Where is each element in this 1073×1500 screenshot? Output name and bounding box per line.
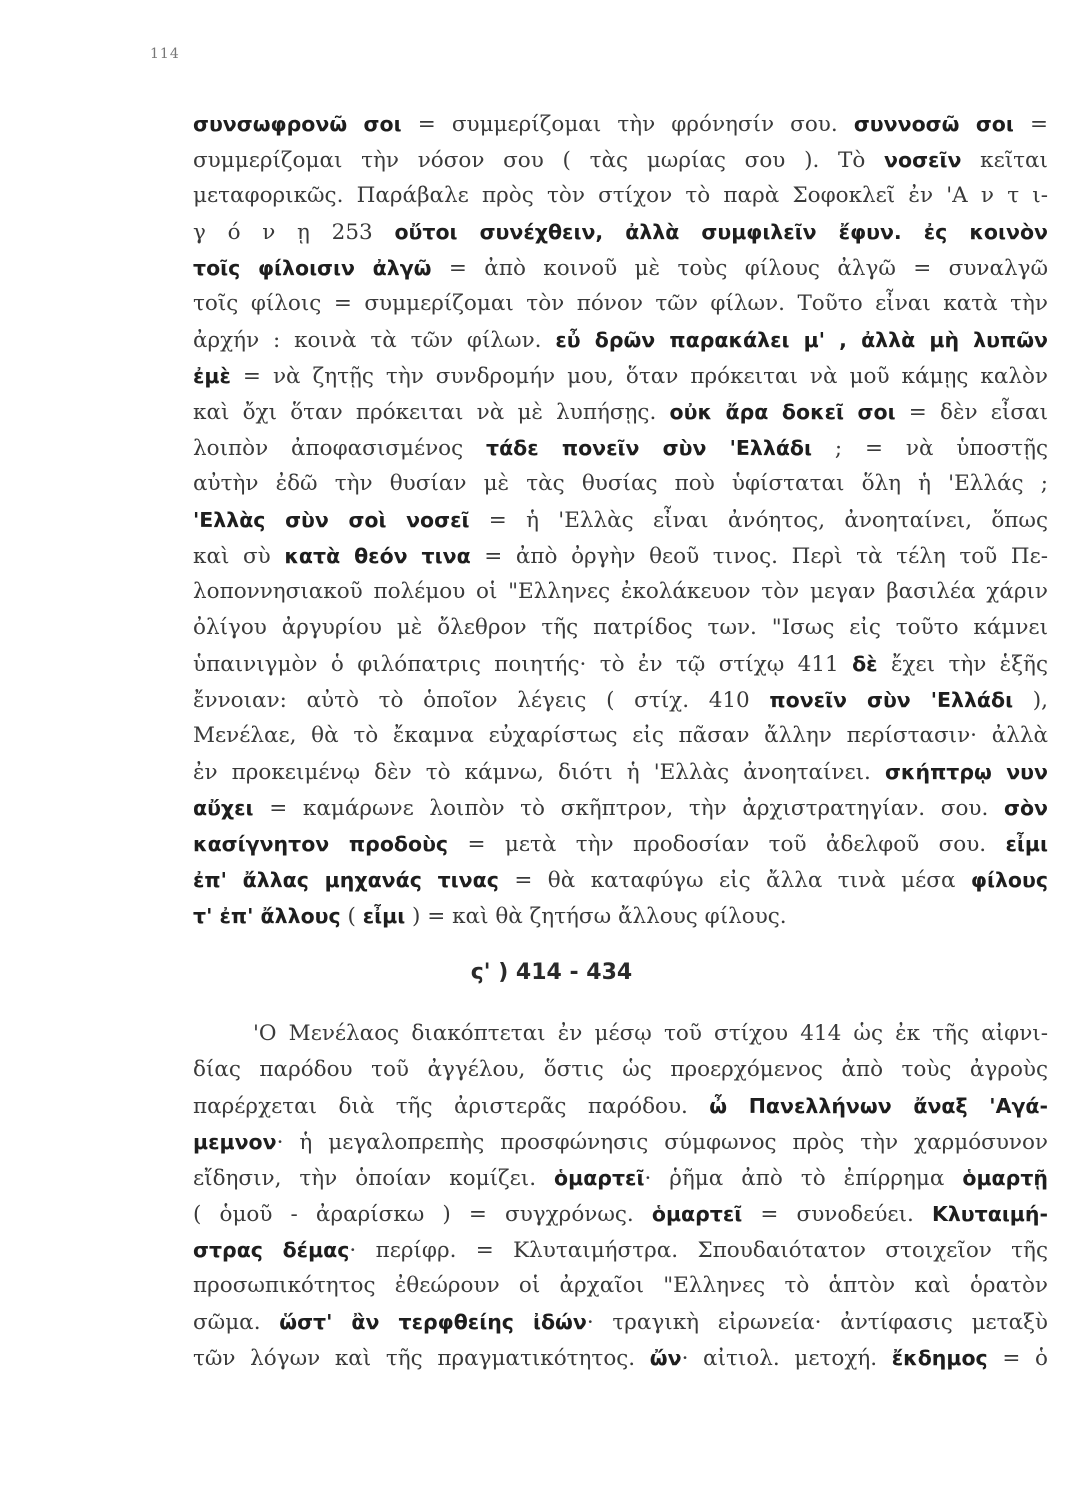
commentary-text: ἔχει τὴν ἑξῆς: [877, 652, 1048, 677]
commentary-text: = ὁ: [987, 1346, 1048, 1371]
lemma-term: ὁμαρτεῖ: [651, 1202, 743, 1226]
commentary-text: ),: [1013, 688, 1048, 713]
text-line: [193, 1196, 1048, 1232]
commentary-text: κεῖται: [961, 148, 1048, 173]
lemma-term: ἐπ' ἄλλας μηχανάς τινας: [193, 868, 499, 892]
lemma-term: σκήπτρῳ νυν: [884, 760, 1048, 784]
commentary-text: = νὰ ζητῇς τὴν συνδρομήν μου, ὅταν πρόκειται νὰ μοῦ κάμῃς καλὸν: [230, 364, 1048, 389]
lemma-term: μεμνον: [193, 1130, 277, 1154]
page-number: 114: [150, 46, 180, 62]
commentary-text: (: [340, 904, 363, 929]
commentary-text: = καμάρωνε λοιπὸν τὸ σκῆπτρον, τὴν ἀρχιστρατηγίαν. σου.: [253, 796, 1004, 821]
text-line: [193, 754, 1048, 790]
commentary-text: ἀρχήν : κοινὰ τὰ τῶν φίλων.: [193, 328, 556, 353]
commentary-text: · περίφρ. = Κλυταιμήστρα. Σπουδαιότατον στοιχεῖον τῆς: [349, 1238, 1048, 1263]
commentary-text: παρέρχεται διὰ τῆς ἀριστερᾶς παρόδου.: [193, 1094, 710, 1119]
lemma-term: τ' ἐπ' ἄλλους: [193, 904, 341, 928]
text-line: [193, 898, 1048, 934]
text-line: [193, 1160, 1048, 1196]
text-line: [193, 466, 1048, 502]
lemma-term: Κλυταιμή-: [931, 1202, 1048, 1226]
lemma-term: ἐμὲ: [193, 364, 231, 388]
commentary-text: · τραγικὴ εἰρωνεία· ἀντίφασις μεταξὺ: [586, 1310, 1049, 1335]
commentary-text: ( ὁμοῦ - ἀραρίσκω ) = συγχρόνως.: [193, 1202, 652, 1227]
lemma-term: φίλους: [970, 868, 1048, 892]
commentary-text: ὀλίγου ἀργυρίου μὲ ὄλεθρον τῆς πατρίδος των. "Ισως εἰς τοῦτο κάμνει: [193, 615, 1048, 640]
lemma-term: εἶμι: [362, 904, 406, 928]
lemma-term: συνσωφρονῶ σοι: [193, 112, 402, 136]
commentary-text: · ῥῆμα ἀπὸ τὸ ἐπίρρημα: [644, 1166, 963, 1191]
text-line: [193, 1340, 1048, 1376]
commentary-text: γ ό ν ῃ 253: [193, 220, 395, 245]
section-heading: ς' ) 414 - 434: [470, 960, 633, 985]
lemma-term: τάδε πονεῖν σὺν 'Ελλάδι: [486, 436, 812, 460]
lemma-term: ὁμαρτεῖ: [554, 1166, 645, 1190]
commentary-text: = ἡ 'Ελλὰς εἶναι ἀνόητος, ἀνοηταίνει, ὅπως: [469, 508, 1049, 533]
lemma-term: ὦ Πανελλήνων ἄναξ 'Αγά-: [709, 1094, 1048, 1118]
lemma-term: κασίγνητον προδοὺς: [193, 832, 449, 856]
commentary-text: καὶ σὺ: [193, 544, 285, 569]
commentary-text: = θὰ καταφύγω εἰς ἄλλα τινὰ μέσα: [498, 868, 971, 893]
commentary-text: τοῖς φίλοις = συμμερίζομαι τὸν πόνον τῶν φίλων. Τοῦτο εἶναι κατὰ τὴν: [193, 291, 1048, 316]
commentary-text: = δὲν εἶσαι: [895, 400, 1048, 425]
commentary-text: = συνοδεύει.: [742, 1202, 932, 1227]
commentary-text: 'Ο Μενέλαος διακόπτεται ἐν μέσῳ τοῦ στίχου 414 ὡς ἐκ τῆς αἰφνι-: [253, 1021, 1048, 1046]
text-line: [193, 1052, 1048, 1088]
text-line: [193, 1088, 1048, 1124]
text-line: [193, 826, 1048, 862]
lemma-term: ὥστ' ἂν τερφθείης ἰδών: [279, 1310, 587, 1334]
commentary-text: = ἀπὸ ὀργὴν θεοῦ τινος. Περὶ τὰ τέλη τοῦ Πε-: [470, 544, 1048, 569]
text-line: [193, 286, 1048, 322]
text-line: [193, 430, 1048, 466]
commentary-text: συμμερίζομαι τὴν νόσον σου ( τὰς μωρίας σου ). Τὸ: [193, 148, 885, 173]
text-line: [193, 358, 1048, 394]
text-line: [193, 574, 1048, 610]
text-line: [193, 214, 1048, 250]
lemma-term: ὁμαρτῇ: [962, 1166, 1048, 1190]
commentary-text: = ἀπὸ κοινοῦ μὲ τοὺς φίλους ἀλγῶ = συναλγῶ: [431, 256, 1048, 281]
commentary-text: ; = νὰ ὑποστῇς: [812, 436, 1048, 461]
text-line: [193, 1016, 1048, 1052]
commentary-text: αὐτὴν ἐδῶ τὴν θυσίαν μὲ τὰς θυσίας ποὺ ὑφίσταται ὅλη ἡ 'Ελλάς ;: [193, 471, 1048, 496]
text-line: [193, 502, 1048, 538]
commentary-text: ) = καὶ θὰ ζητήσω ἄλλους φίλους.: [405, 904, 787, 929]
text-line: [193, 322, 1048, 358]
commentary-text: ἐν προκειμένῳ δὲν τὸ κάμνω, διότι ἡ 'Ελλὰς ἀνοηταίνει.: [193, 760, 885, 785]
lemma-term: κατὰ θεόν τινα: [284, 544, 471, 568]
commentary-text: σῶμα.: [193, 1310, 280, 1335]
lemma-term: ὤν: [649, 1346, 682, 1370]
lemma-term: εἶμι: [1005, 832, 1048, 856]
lemma-term: 'Ελλὰς σὺν σοὶ νοσεῖ: [193, 508, 470, 532]
text-line: [193, 142, 1048, 178]
lemma-term: στρας δέμας: [193, 1238, 350, 1262]
lemma-term: σὸν: [1003, 796, 1048, 820]
lemma-term: δὲ: [852, 652, 878, 676]
lemma-term: νοσεῖν: [884, 148, 962, 172]
lemma-term: εὖ δρῶν παρακάλει μ' , ἀλλὰ μὴ λυπῶν: [555, 328, 1048, 352]
lemma-term: ἔκδημος: [891, 1346, 988, 1370]
commentary-text: ὑπαινιγμὸν ὁ φιλόπατρις ποιητής· τὸ ἐν τῷ στίχῳ 411: [193, 652, 853, 677]
commentary-text: λοιπὸν ἀποφασισμένος: [193, 436, 487, 461]
text-line: [193, 1304, 1048, 1340]
text-line: [193, 790, 1048, 826]
commentary-text: τῶν λόγων καὶ τῆς πραγματικότητος.: [193, 1346, 650, 1371]
text-line: [193, 178, 1048, 214]
lemma-term: πονεῖν σὺν 'Ελλάδι: [769, 688, 1014, 712]
text-line: [193, 610, 1048, 646]
commentary-text: μεταφορικῶς. Παράβαλε πρὸς τὸν στίχον τὸ παρὰ Σοφοκλεῖ ἐν 'Α ν τ ι-: [193, 183, 1048, 208]
commentary-text: καὶ ὄχι ὅταν πρόκειται νὰ μὲ λυπήσῃς.: [193, 400, 670, 425]
commentary-text: =: [1013, 112, 1049, 137]
text-line: [193, 1268, 1048, 1304]
text-line: [193, 1232, 1048, 1268]
text-line: [193, 646, 1048, 682]
lemma-term: αὔχει: [193, 796, 254, 820]
commentary-text: ἔννοιαν: αὐτὸ τὸ ὁποῖον λέγεις ( στίχ. 410: [193, 688, 770, 713]
commentary-text: δίας παρόδου τοῦ ἀγγέλου, ὅστις ὡς προερχόμενος ἀπὸ τοὺς ἀγροὺς: [193, 1057, 1048, 1082]
lemma-term: τοῖς φίλοισιν ἀλγῶ: [193, 256, 432, 280]
commentary-text: · αἰτιολ. μετοχή.: [681, 1346, 892, 1371]
text-line: [193, 718, 1048, 754]
text-line: [193, 682, 1048, 718]
text-line: [193, 394, 1048, 430]
lemma-term: συννοσῶ σοι: [853, 112, 1014, 136]
lemma-term: οὔτοι συνέχθειν, ἀλλὰ συμφιλεῖν ἔφυν. ἐς κοινὸν: [394, 220, 1048, 244]
commentary-text: = συμμερίζομαι τὴν φρόνησίν σου.: [401, 112, 854, 137]
text-line: [193, 106, 1048, 142]
commentary-text: λοποννησιακοῦ πολέμου οἱ "Ελληνες ἐκολάκευον τὸν μεγαν βασιλέα χάριν: [193, 579, 1048, 604]
text-line: [193, 250, 1048, 286]
text-line: [193, 538, 1048, 574]
commentary-text: = μετὰ τὴν προδοσίαν τοῦ ἀδελφοῦ σου.: [448, 832, 1006, 857]
commentary-bottom: [193, 1016, 1048, 1376]
lemma-term: οὐκ ἄρα δοκεῖ σοι: [669, 400, 896, 424]
commentary-text: εἴδησιν, τὴν ὁποίαν κομίζει.: [193, 1166, 555, 1191]
commentary-text: · ἡ μεγαλοπρεπὴς προσφώνησις σύμφωνος πρὸς τὴν χαρμόσυνον: [276, 1130, 1048, 1155]
commentary-text: προσωπικότητος ἐθεώρουν οἱ ἀρχαῖοι "Ελληνες τὸ ἁπτὸν καὶ ὁρατὸν: [193, 1273, 1048, 1298]
text-line: [193, 862, 1048, 898]
commentary-top: [193, 106, 1048, 934]
commentary-text: Μενέλαε, θὰ τὸ ἔκαμνα εὐχαρίστως εἰς πᾶσαν ἄλλην περίστασιν· ἀλλὰ: [193, 723, 1048, 748]
text-line: [193, 1124, 1048, 1160]
